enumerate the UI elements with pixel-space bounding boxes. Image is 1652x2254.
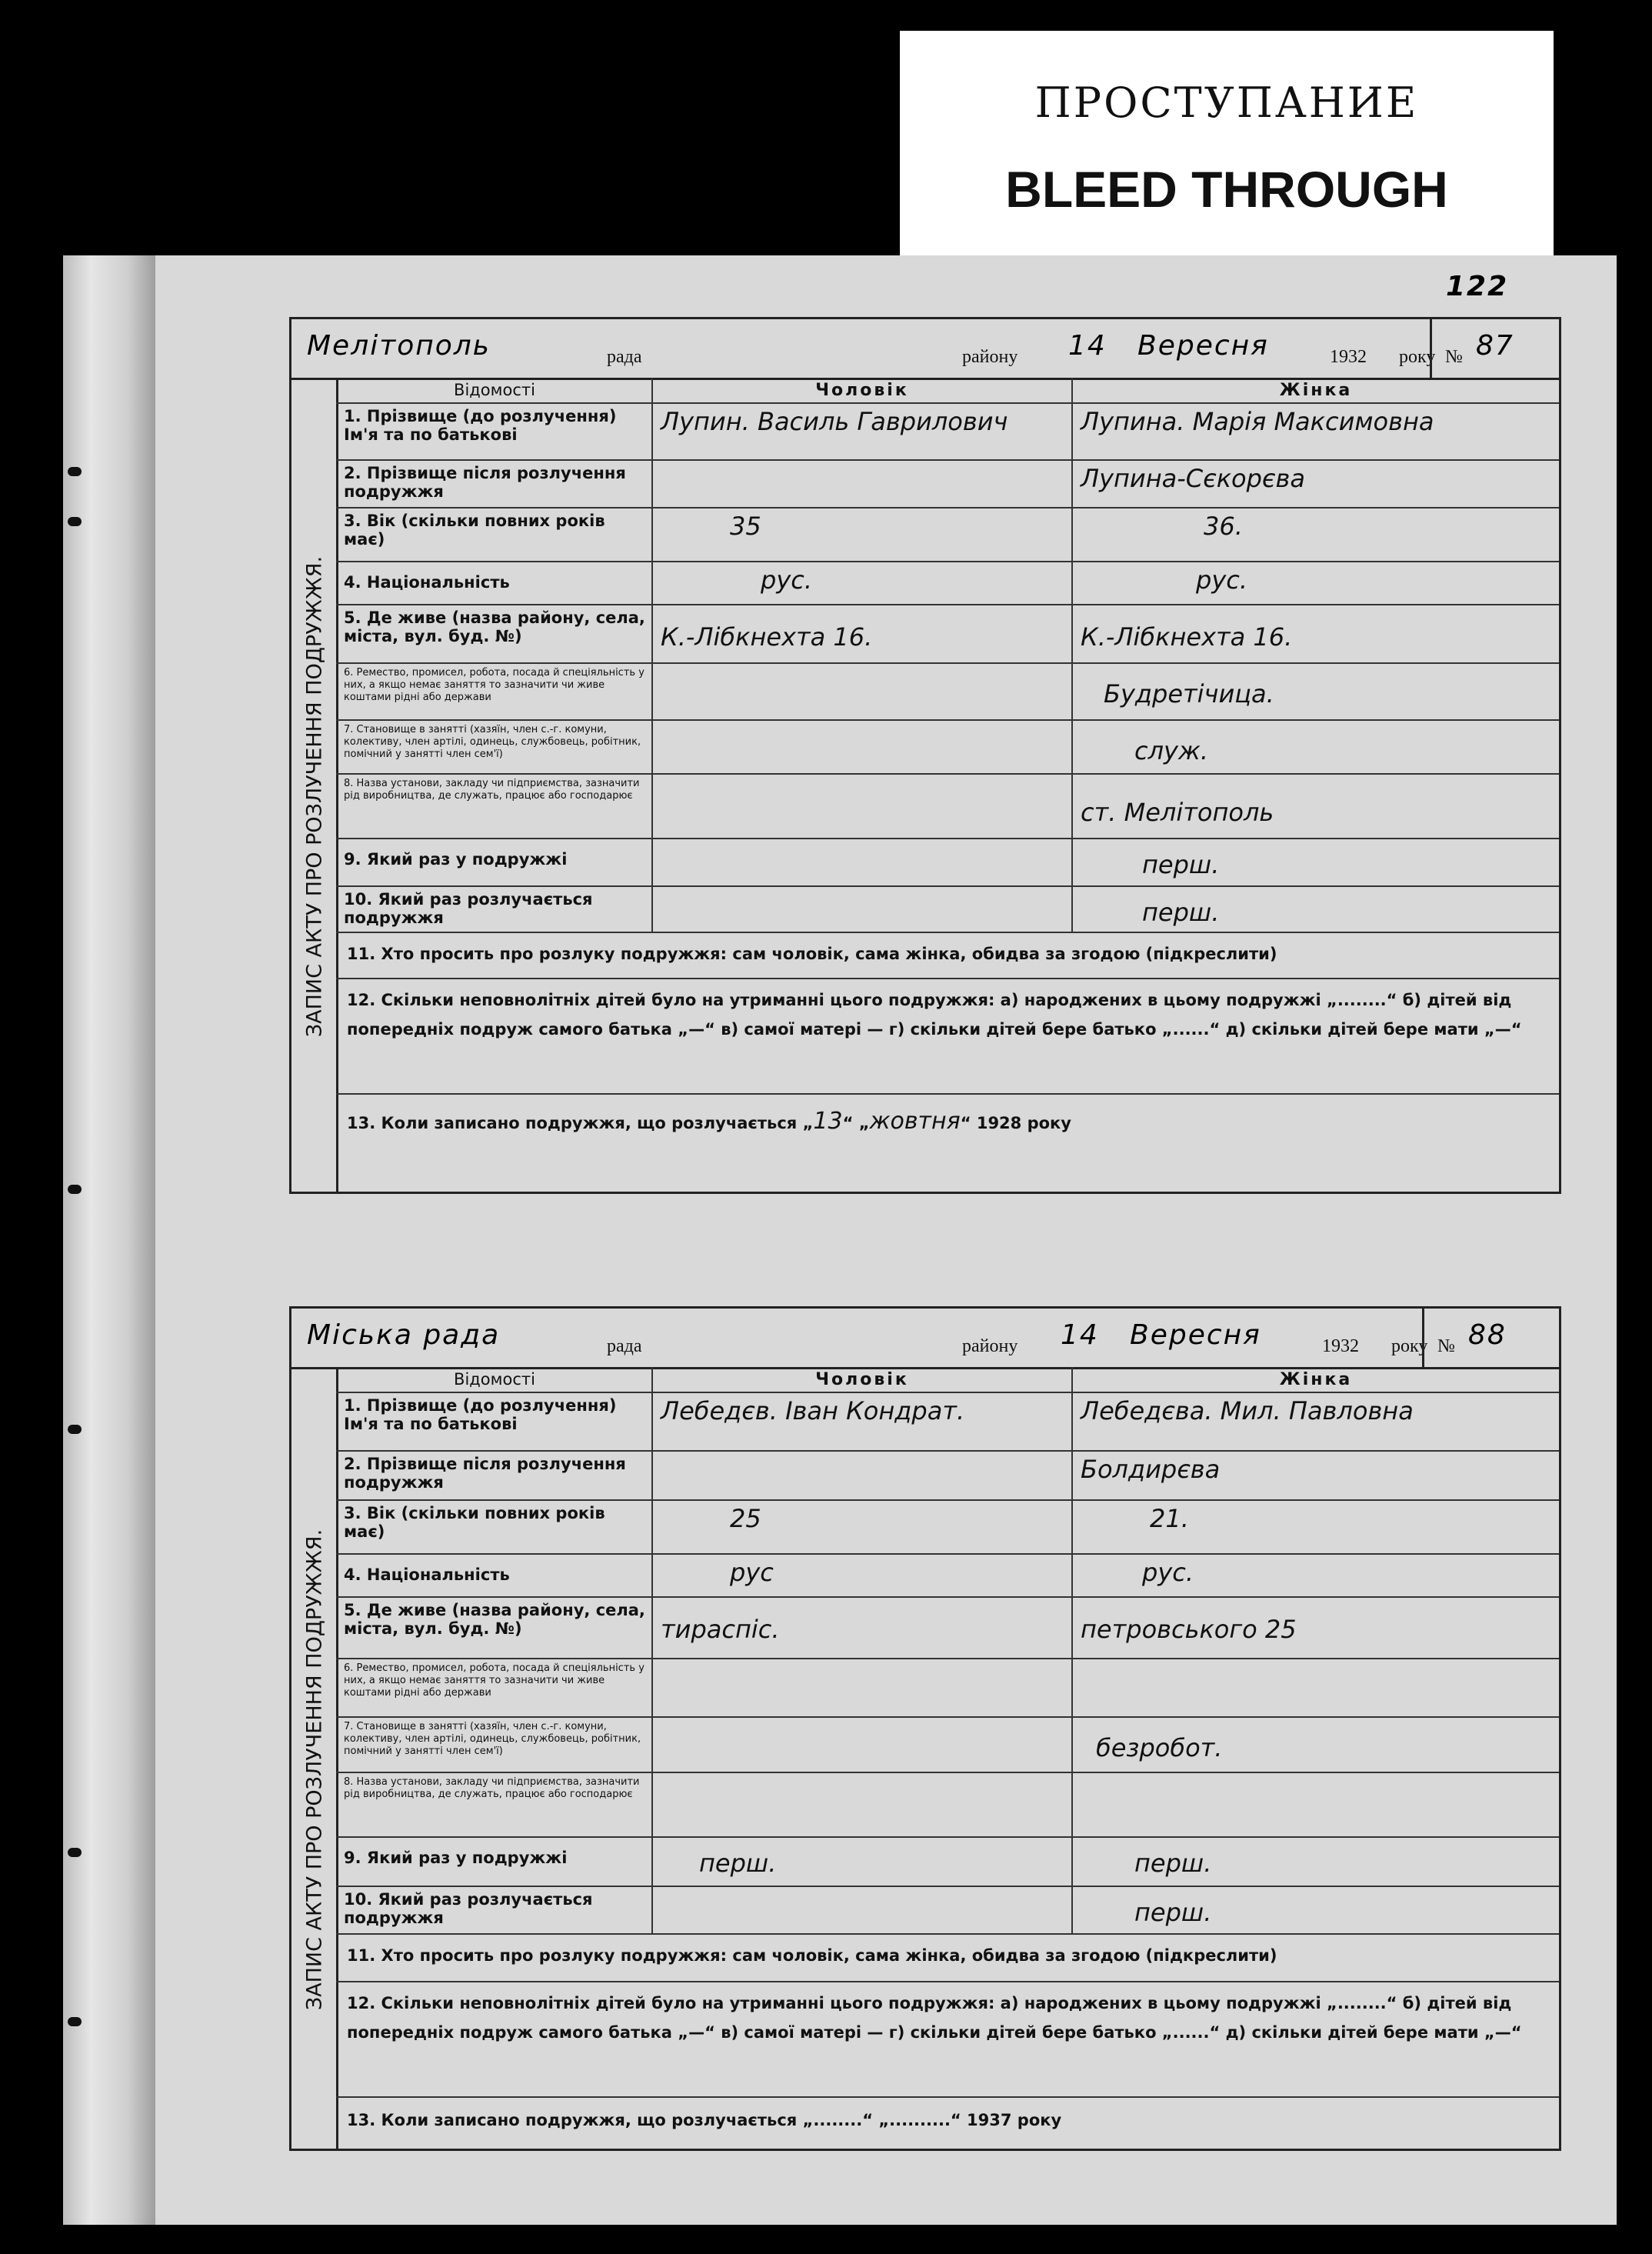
field-row: 3. Вік (скільки повних років має) 25 21. (336, 1501, 1559, 1555)
record-header (291, 319, 1559, 380)
raion-label: району (962, 1336, 1018, 1356)
question-12: 12. Скільки неповнолітніх дітей було на утриманні цього подружжя: а) народжених в цьому подружжі „........“ б) дітей від попередніх подруж самого батька „—“ в) самої матері — г) скільки дітей бере батько „......“ д) скільки дітей бере мати „—“ (336, 1982, 1559, 2098)
rada-label: рада (607, 1336, 642, 1356)
vertical-title: ЗАПИС АКТУ ПРО РОЗЛУЧЕННЯ ПОДРУЖЖЯ. (302, 555, 327, 1038)
vertical-title-bar (291, 1367, 338, 2149)
field-row: 5. Де живе (назва району, села, міста, вул. буд. №) К.-Лібкнехта 16. К.-Лібкнехта 16. (336, 605, 1559, 664)
field-row: 3. Вік (скільки повних років має) 35 36. (336, 508, 1559, 562)
field-row: 8. Назва установи, закладу чи підприємства, зазначити рід виробництва, де служать, працює або господарює ст. Мелітополь (336, 775, 1559, 839)
number-label: № (1437, 1336, 1455, 1356)
raion-label: району (962, 347, 1018, 367)
field-row: 4. Національність рус рус. (336, 1555, 1559, 1598)
field-row: 1. Прізвище (до розлучення) Ім'я та по батькові Лупин. Василь Гаврилович Лупина. Марія Максимовна (336, 404, 1559, 461)
vertical-title: ЗАПИС АКТУ ПРО РОЗЛУЧЕННЯ ПОДРУЖЖЯ. (302, 1529, 327, 2011)
punch-hole (68, 1848, 82, 1857)
question-12: 12. Скільки неповнолітніх дітей було на утриманні цього подружжя: а) народжених в цьому подружжі „........“ б) дітей від попередніх подруж самого батька „—“ в) самої матері — г) скільки дітей бере батько „......“ д) скільки дітей бере мати „—“ (336, 979, 1559, 1095)
stamp-line-ru: ПРОСТУПАНИЕ (1034, 78, 1419, 127)
field-row: 10. Який раз розлучається подружжя перш. (336, 887, 1559, 933)
field-row: 2. Прізвище після розлучення подружжя Лупина-Сєкорєва (336, 461, 1559, 508)
stamp-line-en: BLEED THROUGH (1005, 161, 1448, 218)
date-day: 14 (1068, 330, 1107, 362)
rada-label: рада (607, 347, 642, 367)
punch-hole (68, 1185, 82, 1194)
question-13: 13. Коли записано подружжя, що розлучається „13“ „жовтня“ 1928 року (347, 1108, 1071, 1135)
field-row: 5. Де живе (назва району, села, міста, вул. буд. №) тираспіс. петровського 25 (336, 1598, 1559, 1659)
bleed-through-card (900, 31, 1554, 258)
punch-hole (68, 2017, 82, 2026)
date-day: 14 (1061, 1319, 1099, 1351)
field-row: 4. Національність рус. рус. (336, 562, 1559, 605)
male-header: Чоловік (653, 378, 1073, 402)
date-month: Вересня (1130, 1319, 1261, 1351)
question-11: 11. Хто просить про розлуку подружжя: сам чоловік, сама жінка, обидва за згодою (підкреслити) (336, 1935, 1559, 1982)
divorce-record-87 (289, 317, 1561, 1194)
divorce-record-88 (289, 1306, 1561, 2151)
record-header (291, 1309, 1559, 1369)
field-row: 2. Прізвище після розлучення подружжя Болдирєва (336, 1452, 1559, 1501)
punch-hole (68, 517, 82, 526)
record-number: 87 (1476, 330, 1514, 362)
rada-name: Міська рада (307, 1319, 501, 1351)
field-row: 9. Який раз у подружжі перш. перш. (336, 1838, 1559, 1887)
punch-hole (68, 467, 82, 476)
year: 1932 (1330, 347, 1367, 367)
field-row: 9. Який раз у подружжі перш. (336, 839, 1559, 887)
record-number: 88 (1468, 1319, 1507, 1351)
punch-hole (68, 1425, 82, 1434)
binding-spine (63, 255, 155, 2225)
vidomosti-header: Відомості (336, 1367, 653, 1392)
year: 1932 (1322, 1336, 1359, 1356)
page-number: 122 (1446, 271, 1509, 302)
vidomosti-header: Відомості (336, 378, 653, 402)
rada-name: Мелітополь (307, 330, 491, 362)
column-headers (336, 1367, 1559, 1393)
field-row: 6. Ремество, промисел, робота, посада й спеціяльність у них, а якщо немає заняття то зазначити чи живе коштами рідні або держави Будретічица. (336, 664, 1559, 721)
column-headers (336, 378, 1559, 404)
field-row: 7. Становище в занятті (хазяїн, член с.-г. комуни, колективу, член артілі, одинець, службовець, робітник, помічний у занятті член сем'ї) безробот. (336, 1718, 1559, 1773)
vertical-title-bar (291, 378, 338, 1192)
roku-label: року (1399, 347, 1436, 367)
field-row: 8. Назва установи, закладу чи підприємства, зазначити рід виробництва, де служать, працює або господарює (336, 1773, 1559, 1838)
field-row: 1. Прізвище (до розлучення) Ім'я та по батькові Лебедєв. Іван Кондрат. Лебедєва. Мил. Павловна (336, 1393, 1559, 1452)
date-month: Вересня (1137, 330, 1269, 362)
female-header: Жінка (1279, 381, 1353, 400)
roku-label: року (1391, 1336, 1428, 1356)
male-header: Чоловік (653, 1367, 1073, 1392)
field-row: 7. Становище в занятті (хазяїн, член с.-г. комуни, колективу, член артілі, одинець, службовець, робітник, помічний у занятті член сем'ї) служ. (336, 721, 1559, 775)
question-11: 11. Хто просить про розлуку подружжя: сам чоловік, сама жінка, обидва за згодою (підкреслити) (336, 933, 1559, 979)
number-label: № (1445, 347, 1463, 367)
field-row: 10. Який раз розлучається подружжя перш. (336, 1887, 1559, 1935)
field-row: 6. Ремество, промисел, робота, посада й спеціяльність у них, а якщо немає заняття то зазначити чи живе коштами рідні або держави (336, 1659, 1559, 1718)
female-header: Жінка (1279, 1370, 1353, 1389)
question-13: 13. Коли записано подружжя, що розлучається „........“ „..........“ 1937 року (347, 2111, 1062, 2129)
